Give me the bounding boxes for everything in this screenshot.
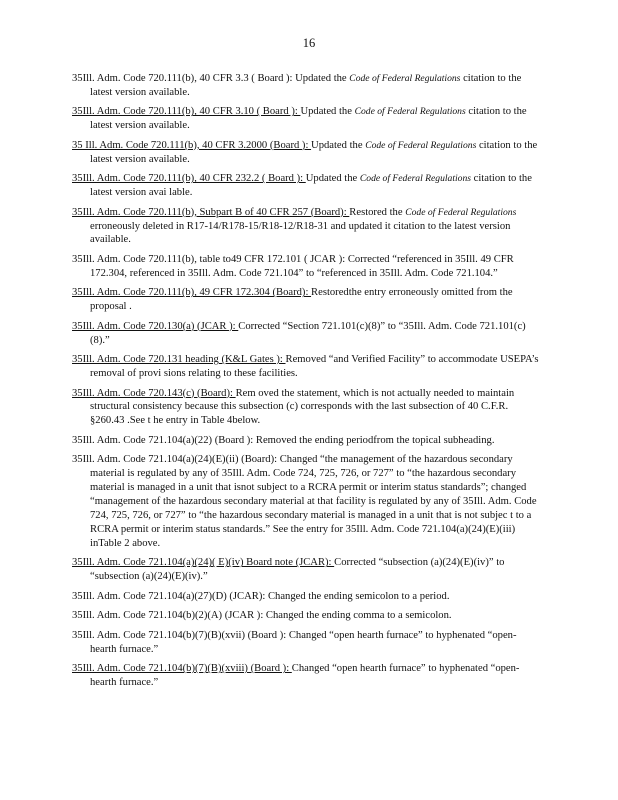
entry-citation: 35Ill. Adm. Code 720.111(b), 49 CFR 172.304 (Board): xyxy=(72,287,312,299)
entry-text: Removed the ending periodfrom the topical subheading. xyxy=(255,434,495,446)
entry-text: Corrected “referenced in 35Ill. 49 CFR 172.304, referenced in 35Ill. Adm. Code 721.104” to “referenced in 35Ill. Adm. Code 721.104.” xyxy=(90,253,514,279)
errata-entry xyxy=(72,286,540,314)
errata-entry xyxy=(72,662,540,690)
entry-citation: 35Ill. Adm. Code 720.111(b), Subpart B of 40 CFR 257 (Board): xyxy=(72,206,350,218)
entry-citation: 35Ill. Adm. Code 720.111(b), table to49 CFR 172.101 ( JCAR ): xyxy=(72,253,348,265)
errata-entry xyxy=(72,72,540,100)
entry-citation: 35Ill. Adm. Code 721.104(a)(22) (Board ): xyxy=(72,434,256,446)
page-number: 16 xyxy=(302,36,316,50)
entry-text: Changed “open hearth furnace” to hyphenated “open-hearth furnace.” xyxy=(90,663,520,689)
entry-citation: 35Ill. Adm. Code 720.130(a) (JCAR ): xyxy=(72,320,239,332)
errata-entry xyxy=(72,139,540,167)
errata-entry xyxy=(72,206,540,248)
entry-text: Changed “open hearth furnace” to hyphenated “open-hearth furnace.” xyxy=(90,629,517,655)
entry-citation: 35Ill. Adm. Code 720.111(b), 40 CFR 3.3 ( Board ): xyxy=(72,73,296,84)
entry-citation: 35Ill. Adm. Code 720.143(c) (Board): xyxy=(72,387,236,399)
entry-italic-text: Code of Federal Regulations xyxy=(405,206,517,218)
entry-citation: 35Ill. Adm. Code 720.111(b), 40 CFR 3.10 ( Board ): xyxy=(72,106,301,118)
errata-entry xyxy=(72,105,540,133)
entry-text-continued: citation to the latest version available. xyxy=(90,139,538,165)
entry-citation: 35Ill. Adm. Code 720.111(b), 40 CFR 232.2 ( Board ): xyxy=(72,173,306,185)
entry-text: Changed the ending semicolon to a period. xyxy=(267,590,450,602)
entry-text: Rem oved the statement, which is not actually needed to maintain structural consistency because this subsection (c) corresponds with the last subsection of 40 C.F.R. §260.43 .See t he entry in Table 4below. xyxy=(90,387,515,427)
entry-text: Updated the xyxy=(311,139,366,151)
entry-text-continued: citation to the latest version available. xyxy=(90,106,527,132)
errata-entry xyxy=(72,353,540,381)
errata-entry xyxy=(72,556,540,584)
entry-text-continued: citation to the latest version avai lable. xyxy=(90,173,532,199)
entry-text-continued: erroneously deleted in R17-14/R178-15/R18-12/R18-31 and updated it citation to the latest version available. xyxy=(90,220,511,246)
errata-entry xyxy=(72,434,540,448)
errata-entry xyxy=(72,629,540,657)
entry-citation: 35Ill. Adm. Code 720.131 heading (K&L Gates ): xyxy=(72,354,286,366)
entry-text: Updated the xyxy=(295,73,350,84)
entry-citation: 35Ill. Adm. Code 721.104(a)(24)(E)(ii) (Board): xyxy=(72,454,280,466)
errata-entry xyxy=(72,609,540,623)
entry-text-continued: citation to the latest version available. xyxy=(90,73,522,98)
errata-entry xyxy=(72,590,540,604)
entry-text: Restoredthe entry erroneously omitted from the proposal . xyxy=(90,287,513,313)
entry-italic-text: Code of Federal Regulations xyxy=(365,139,477,151)
entry-citation: 35Ill. Adm. Code 721.104(b)(7)(B)(xviii) (Board ): xyxy=(72,663,292,675)
entry-text: Updated the xyxy=(300,106,355,118)
entry-citation: 35Ill. Adm. Code 721.104(b)(2)(A) (JCAR ): xyxy=(72,610,266,622)
errata-list xyxy=(72,72,540,696)
entry-text: Changed “the management of the hazardous secondary material is regulated by any of 35Ill. Adm. Code 724, 725, 726, or 727” to “the hazardous secondary material is managed in a unit that isnot subject to a RCRA permit or interim status standards”; changed “management of the hazardous secondary material at that facility is regulated by any of 35Ill. Adm. Code 724, 725, 726, or 727” to “the hazardous secondary material is managed in a unit that is not subjec t to a RCRA permit or interim status standards.” See the entry for 35Ill. Adm. Code 721.104(a)(24)(E)(iii) inTable 2 above. xyxy=(90,454,537,549)
errata-entry xyxy=(72,453,540,550)
entry-text: Corrected “subsection (a)(24)(E)(iv)” to “subsection (a)(24)(E)(iv).” xyxy=(90,557,505,583)
entry-citation: 35Ill. Adm. Code 721.104(a)(24)( E)(iv) Board note (JCAR): xyxy=(72,557,335,569)
entry-text: Updated the xyxy=(305,173,360,185)
errata-entry xyxy=(72,320,540,348)
entry-text: Removed “and Verified Facility” to accommodate USEPA’s removal of provi sions relating to these facilities. xyxy=(90,354,539,380)
entry-citation: 35 Ill. Adm. Code 720.111(b), 40 CFR 3.2000 (Board ): xyxy=(72,139,312,151)
entry-italic-text: Code of Federal Regulations xyxy=(359,173,472,185)
errata-entry xyxy=(72,172,540,200)
entry-citation: 35Ill. Adm. Code 721.104(b)(7)(B)(xvii) (Board ): xyxy=(72,629,289,641)
entry-text: Corrected “Section 721.101(c)(8)” to “35Ill. Adm. Code 721.101(c)(8).” xyxy=(90,320,526,346)
entry-italic-text: Code of Federal Regulations xyxy=(354,106,466,118)
errata-entry xyxy=(72,387,540,429)
entry-text: Changed the ending comma to a semicolon. xyxy=(265,610,452,622)
errata-entry xyxy=(72,253,540,281)
entry-citation: 35Ill. Adm. Code 721.104(a)(27)(D) (JCAR): xyxy=(72,590,268,602)
entry-italic-text: Code of Federal Regulations xyxy=(349,73,461,84)
entry-text: Restored the xyxy=(349,206,406,218)
